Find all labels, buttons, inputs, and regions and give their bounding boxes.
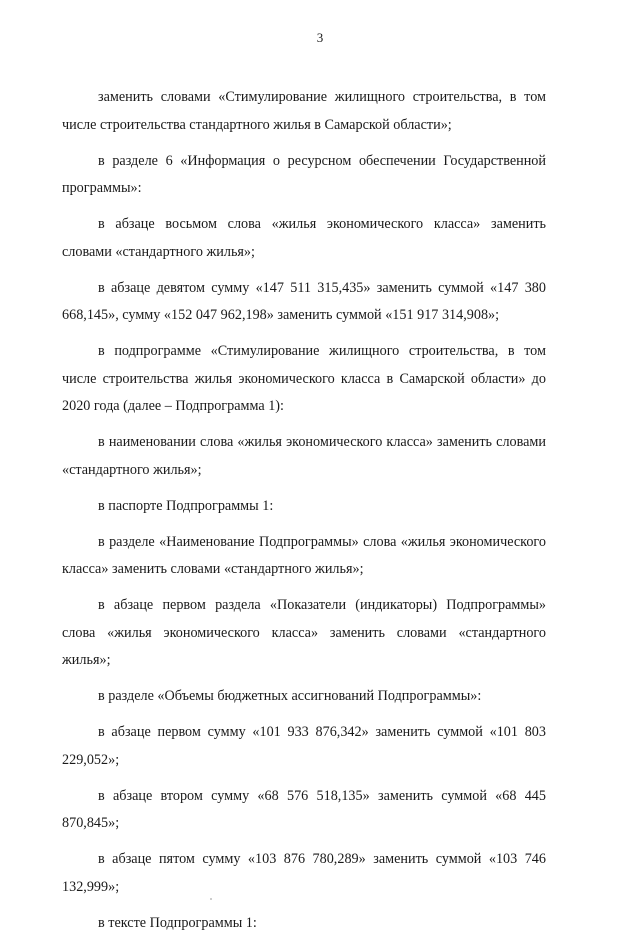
page-number: 3 [0,30,640,46]
paragraph: в абзаце первом сумму «101 933 876,342» заменить суммой «101 803 229,052»; [62,719,546,774]
paragraph: в разделе «Объемы бюджетных ассигнований Подпрограммы»: [62,683,546,711]
paragraph: в наименовании слова «жилья экономического класса» заменить словами «стандартного жилья»; [62,429,546,484]
paragraph: в тексте Подпрограммы 1: [62,910,546,937]
scan-speck [210,898,212,900]
paragraph: в абзаце первом раздела «Показатели (индикаторы) Подпрограммы» слова «жилья экономического класса» заменить словами «стандартного жилья»; [62,592,546,675]
document-body [62,84,546,937]
paragraph: заменить словами «Стимулирование жилищного строительства, в том числе строительства стандартного жилья в Самарской области»; [62,84,546,139]
paragraph: в абзаце пятом сумму «103 876 780,289» заменить суммой «103 746 132,999»; [62,846,546,901]
paragraph: в разделе «Наименование Подпрограммы» слова «жилья экономического класса» заменить словами «стандартного жилья»; [62,529,546,584]
paragraph: в абзаце восьмом слова «жилья экономического класса» заменить словами «стандартного жилья»; [62,211,546,266]
paragraph: в абзаце втором сумму «68 576 518,135» заменить суммой «68 445 870,845»; [62,783,546,838]
paragraph: в подпрограмме «Стимулирование жилищного строительства, в том числе строительства жилья экономического класса в Самарской области» до 2020 года (далее – Подпрограмма 1): [62,338,546,421]
paragraph: в абзаце девятом сумму «147 511 315,435» заменить суммой «147 380 668,145», сумму «152 047 962,198» заменить суммой «151 917 314,908»; [62,275,546,330]
paragraph: в разделе 6 «Информация о ресурсном обеспечении Государственной программы»: [62,148,546,203]
paragraph: в паспорте Подпрограммы 1: [62,493,546,521]
